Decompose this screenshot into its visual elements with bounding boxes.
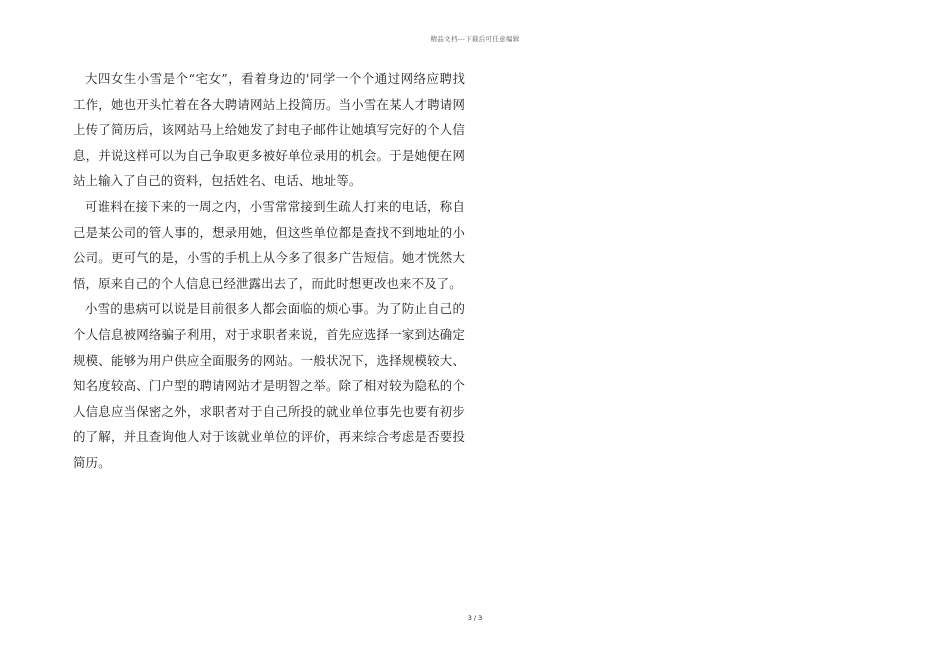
paragraph-3: 小雪的患病可以说是目前很多人都会面临的烦心事。为了防止自己的个人信息被网络骗子利用，对于求职者来说，首先应选择一家到达确定规模、能够为用户供应全面服务的网站。一般状况下，选择规模较大、知名度较高、门户型的聘请网站才是明智之举。除了相对较为隐私的个人信息应当保密之外，求职者对于自己所投的就业单位事先也要有初步的了解，并且查询他人对于该就业单位的评价，再来综合考虑是否要投简历。 — [73, 301, 465, 470]
document-body — [73, 66, 465, 476]
page-header: 精品文档---下载后可任意编辑 — [430, 35, 520, 43]
paragraph-2: 可谁料在接下来的一周之内，小雪常常接到生疏人打来的电话，称自己是某公司的管人事的，想录用她，但这些单位都是查找不到地址的小公司。更可气的是，小雪的手机上从今多了很多广告短信。她才恍然大悟，原来自己的个人信息已经泄露出去了，而此时想更改也来不及了。 — [73, 198, 465, 291]
page-number: 3 / 3 — [467, 614, 483, 622]
paragraph-1: 大四女生小雪是个“宅女”，看着身边的'同学一个个通过网络应聘找工作，她也开头忙着在各大聘请网站上投简历。当小雪在某人才聘请网上传了简历后，该网站马上给她发了封电子邮件让她填写完好的个人信息，并说这样可以为自己争取更多被好单位录用的机会。于是她便在网站上输入了自己的资料，包括姓名、电话、地址等。 — [73, 71, 465, 189]
